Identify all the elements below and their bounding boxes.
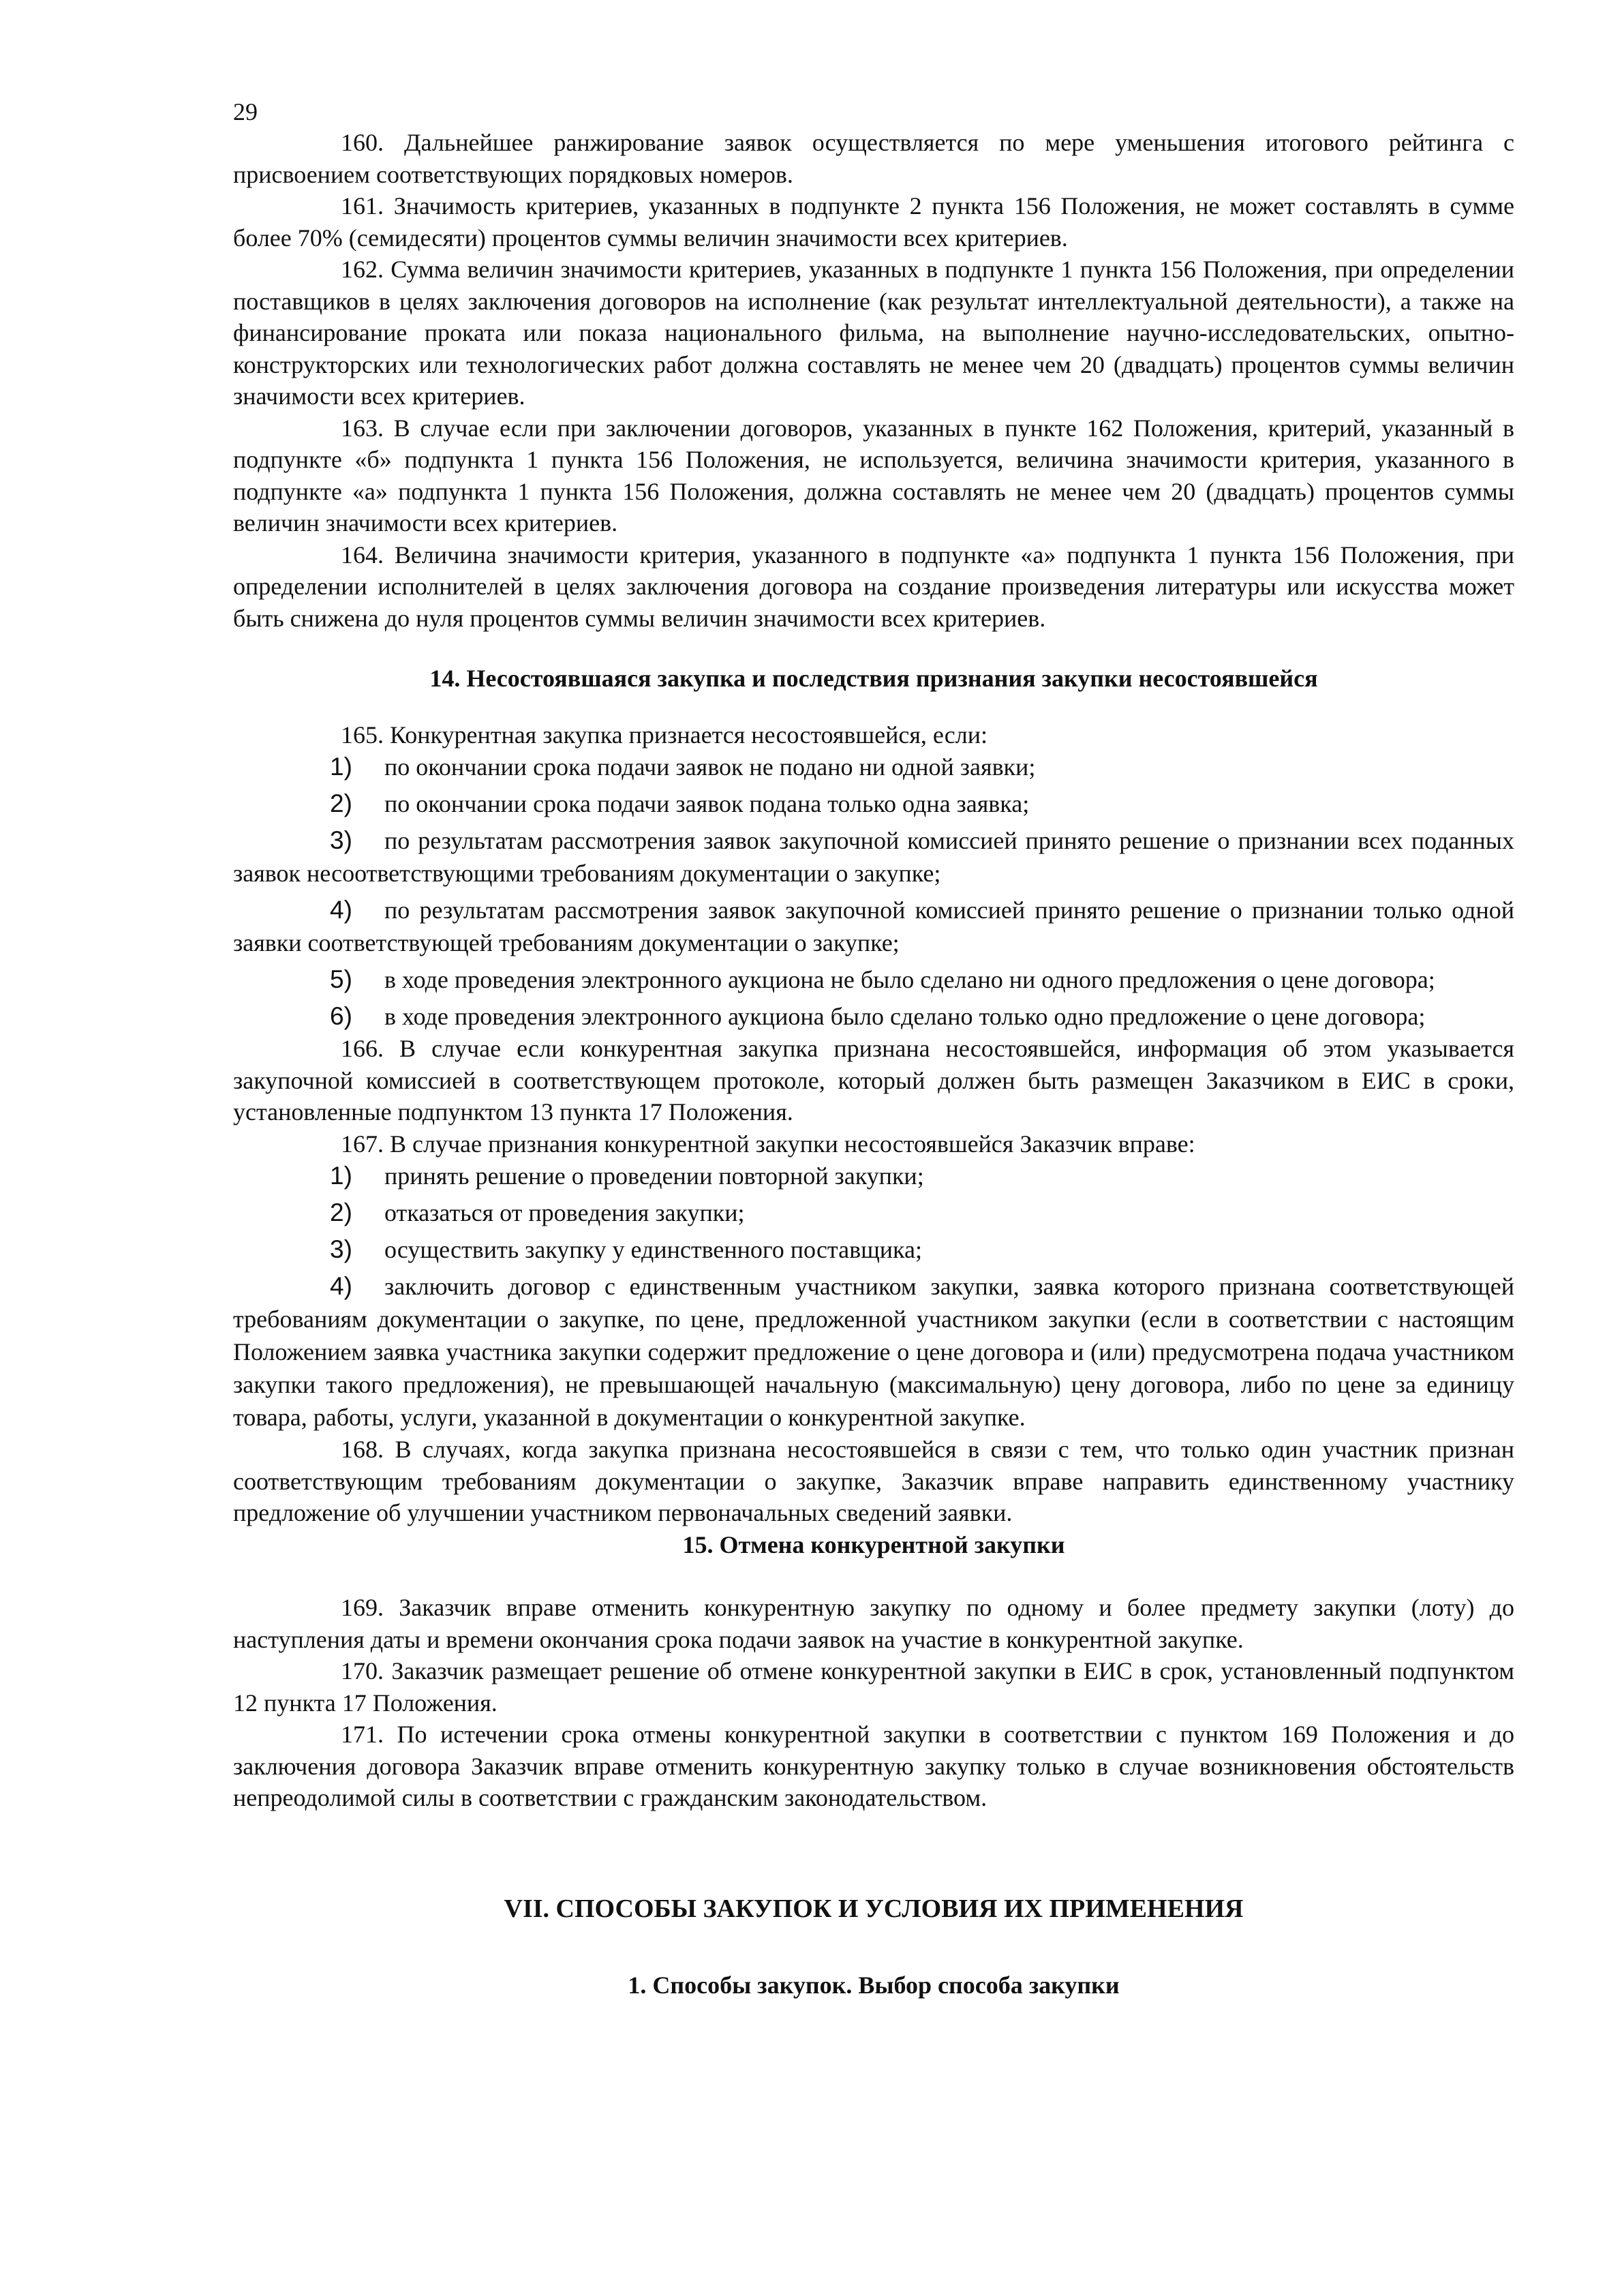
- list-item-text: отказаться от проведения закупки;: [384, 1199, 745, 1226]
- subsection-heading-1: 1. Способы закупок. Выбор способа закупки: [628, 1972, 1120, 1999]
- chapter-heading-vii: VII. СПОСОБЫ ЗАКУПОК И УСЛОВИЯ ИХ ПРИМЕНЕНИЯ: [504, 1894, 1244, 1923]
- list-item-165-1: [233, 751, 1514, 783]
- paragraph-165: 165. Конкурентная закупка признается несостоявшейся, если:: [341, 721, 988, 749]
- paragraph-166: 166. В случае если конкурентная закупка признана несостоявшейся, информация об этом указывается закупочной комиссией в соответствующем протоколе, который должен быть размещен Заказчиком в ЕИС в сроки, установленные подпунктом 13 пункта 17 Положения.: [233, 1035, 1514, 1126]
- list-number: 3): [330, 826, 352, 854]
- list-number: 4): [330, 1272, 352, 1300]
- paragraph-162: 162. Сумма величин значимости критериев, указанных в подпункте 1 пункта 156 Положения, при определении поставщиков в целях заключения договоров на исполнение (как результат интеллектуальной деятельности), а также на финансирование проката или показа национального фильма, на выполнение научно-исследовательских, опытно-конструкторских или технологических работ должна составлять не менее чем 20 (двадцать) процентов суммы величин значимости всех критериев.: [233, 256, 1514, 410]
- list-item-text: по окончании срока подачи заявок не подано ни одной заявки;: [384, 753, 1036, 781]
- list-number: 1): [330, 1162, 352, 1190]
- paragraph-167: 167. В случае признания конкурентной закупки несостоявшейся Заказчик вправе:: [341, 1130, 1195, 1158]
- list-number: 6): [330, 1002, 352, 1030]
- list-item-167-4: [233, 1270, 1514, 1434]
- list-item-text: по результатам рассмотрения заявок закупочной комиссией принято решение о признании только одной заявки соответствующей требованиям документации о закупке;: [233, 896, 1514, 956]
- list-number: 2): [330, 1198, 352, 1226]
- list-item-text: в ходе проведения электронного аукциона не было сделано ни одного предложения о цене договора;: [384, 966, 1435, 993]
- list-number: 5): [330, 965, 352, 993]
- section-heading-15: 15. Отмена конкурентной закупки: [682, 1530, 1065, 1558]
- list-item-165-5: [233, 963, 1514, 996]
- list-item-165-3: [233, 824, 1514, 890]
- list-number: 4): [330, 896, 352, 924]
- list-item-165-4: [233, 894, 1514, 959]
- document-body: [233, 127, 1514, 2002]
- list-item-text: принять решение о проведении повторной закупки;: [384, 1162, 924, 1190]
- paragraph-161: 161. Значимость критериев, указанных в подпункте 2 пункта 156 Положения, не может составлять в сумме более 70% (семидесяти) процентов суммы величин значимости всех критериев.: [233, 192, 1514, 252]
- paragraph-170: 170. Заказчик размещает решение об отмене конкурентной закупки в ЕИС в срок, установленный подпунктом 12 пункта 17 Положения.: [233, 1657, 1514, 1717]
- paragraph-168: 168. В случаях, когда закупка признана несостоявшейся в связи с тем, что только один участник признан соответствующим требованиям документации о закупке, Заказчик вправе направить единственному участнику предложение об улучшении участником первоначальных сведений заявки.: [233, 1436, 1514, 1526]
- list-number: 2): [330, 789, 352, 817]
- list-number: 1): [330, 753, 352, 781]
- paragraph-160: 160. Дальнейшее ранжирование заявок осуществляется по мере уменьшения итогового рейтинга с присвоением соответствующих порядковых номеров.: [233, 129, 1514, 188]
- paragraph-163: 163. В случае если при заключении договоров, указанных в пункте 162 Положения, критерий, указанный в подпункте «б» подпункта 1 пункта 156 Положения, не используется, величина значимости критерия, указанного в подпункте «а» подпункта 1 пункта 156 Положения, должна составлять не менее чем 20 (двадцать) процентов суммы величин значимости всех критериев.: [233, 414, 1514, 537]
- list-number: 3): [330, 1235, 352, 1263]
- list-item-165-6: [233, 1000, 1514, 1033]
- list-item-text: осуществить закупку у единственного поставщика;: [384, 1236, 922, 1263]
- paragraph-171: 171. По истечении срока отмены конкурентной закупки в соответствии с пунктом 169 Положения и до заключения договора Заказчик вправе отменить конкурентную закупку только в случае возникновения обстоятельств непреодолимой силы в соответствии с гражданским законодательством.: [233, 1721, 1514, 1811]
- paragraph-164: 164. Величина значимости критерия, указанного в подпункте «а» подпункта 1 пункта 156 Положения, при определении исполнителей в целях заключения договора на создание произведения литературы или искусства может быть снижена до нуля процентов суммы величин значимости всех критериев.: [233, 541, 1514, 632]
- list-item-text: по результатам рассмотрения заявок закупочной комиссией принято решение о признании всех поданных заявок несоответствующими требованиям документации о закупке;: [233, 827, 1514, 887]
- list-item-167-3: [233, 1233, 1514, 1266]
- list-item-text: заключить договор с единственным участником закупки, заявка которого признана соответствующей требованиям документации о закупке, по цене, предложенной участником закупки (если в соответствии с настоящим Положением заявка участника закупки содержит предложение о цене договора и (или) предусмотрена подача участником закупки такого предложения), не превышающей начальную (максимальную) цену договора, либо по цене за единицу товара, работы, услуги, указанной в документации о конкурентной закупке.: [233, 1273, 1514, 1431]
- paragraph-169: 169. Заказчик вправе отменить конкурентную закупку по одному и более предмету закупки (лоту) до наступления даты и времени окончания срока подачи заявок на участие в конкурентной закупке.: [233, 1594, 1514, 1653]
- list-item-text: по окончании срока подачи заявок подана только одна заявка;: [384, 790, 1030, 817]
- section-heading-14: 14. Несостоявшаяся закупка и последствия признания закупки несостоявшейся: [429, 665, 1318, 692]
- page-number: 29: [233, 98, 258, 125]
- list-item-text: в ходе проведения электронного аукциона было сделано только одно предложение о цене договора;: [384, 1003, 1426, 1030]
- list-item-165-2: [233, 787, 1514, 820]
- list-item-167-2: [233, 1196, 1514, 1229]
- list-item-167-1: [233, 1160, 1514, 1192]
